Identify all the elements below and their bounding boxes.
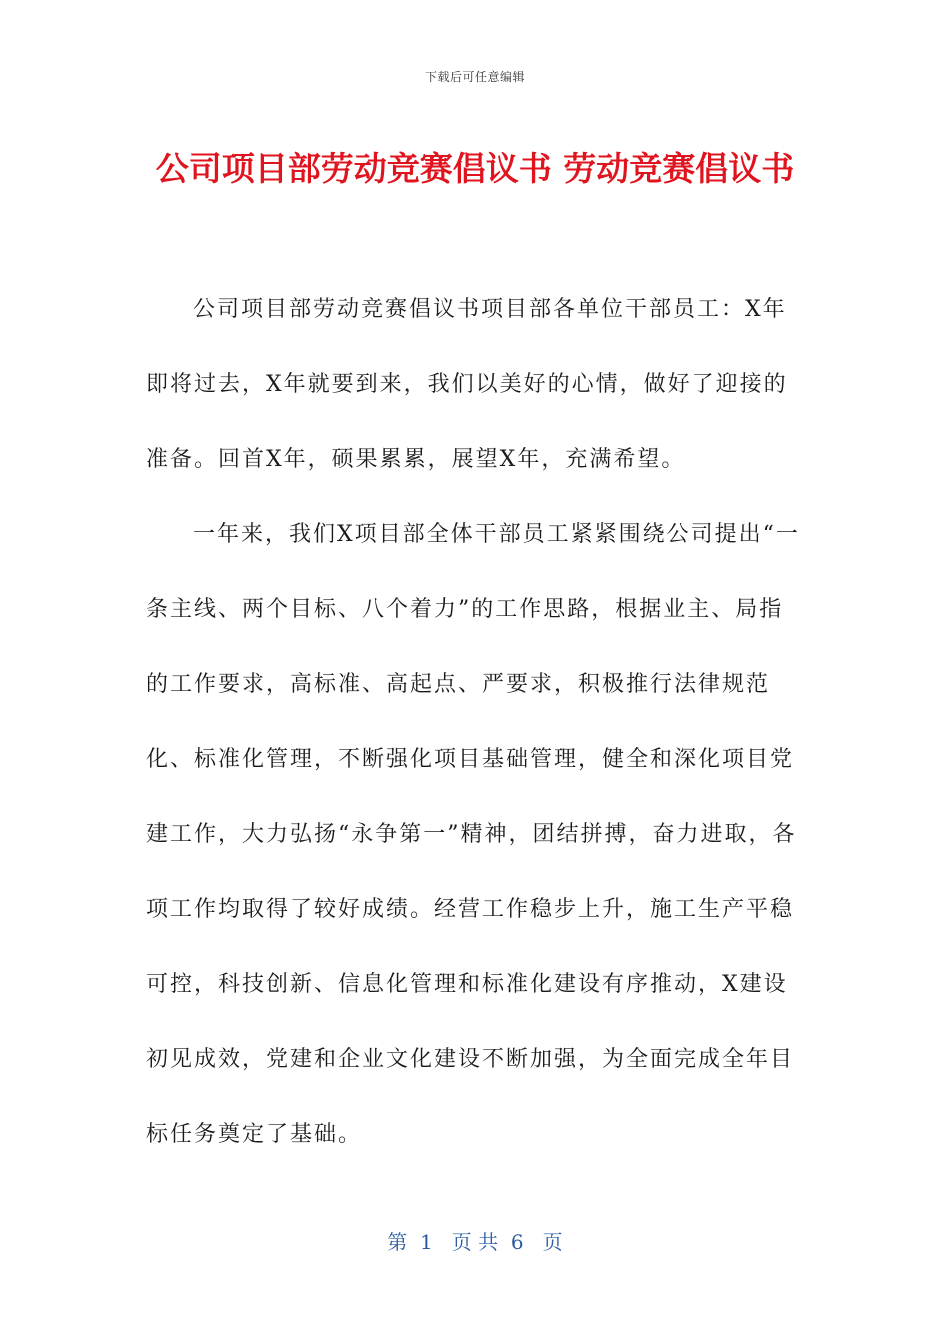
paragraph: 一年来，我们X项目部全体干部员工紧紧围绕公司提出“一条主线、两个目标、八个着力”的工作思路，根据业主、局指的工作要求，高标准、高起点、严要求，积极推行法律规范化、标准化管理，不断强化项目基础管理，健全和深化项目党建工作，大力弘扬“永争第一”精神，团结拼搏，奋力进取，各项工作均取得了较好成绩。经营工作稳步上升，施工生产平稳可控，科技创新、信息化管理和标准化建设有序推动，X建设初见成效，党建和企业文化建设不断加强，为全面完成全年目标任务奠定了基础。 [146, 522, 800, 1147]
document-body [146, 272, 806, 1172]
paragraph: 公司项目部劳动竞赛倡议书项目部各单位干部员工：X年即将过去，X年就要到来，我们以美好的心情，做好了迎接的准备。回首X年，硕果累累，展望X年，充满希望。 [146, 297, 788, 472]
header-note: 下载后可任意编辑 [424, 70, 525, 84]
page-footer: 第 1 页 共 6 页 [387, 1230, 563, 1254]
document-title: 公司项目部劳动竞赛倡议书 劳动竞赛倡议书 [155, 149, 795, 188]
